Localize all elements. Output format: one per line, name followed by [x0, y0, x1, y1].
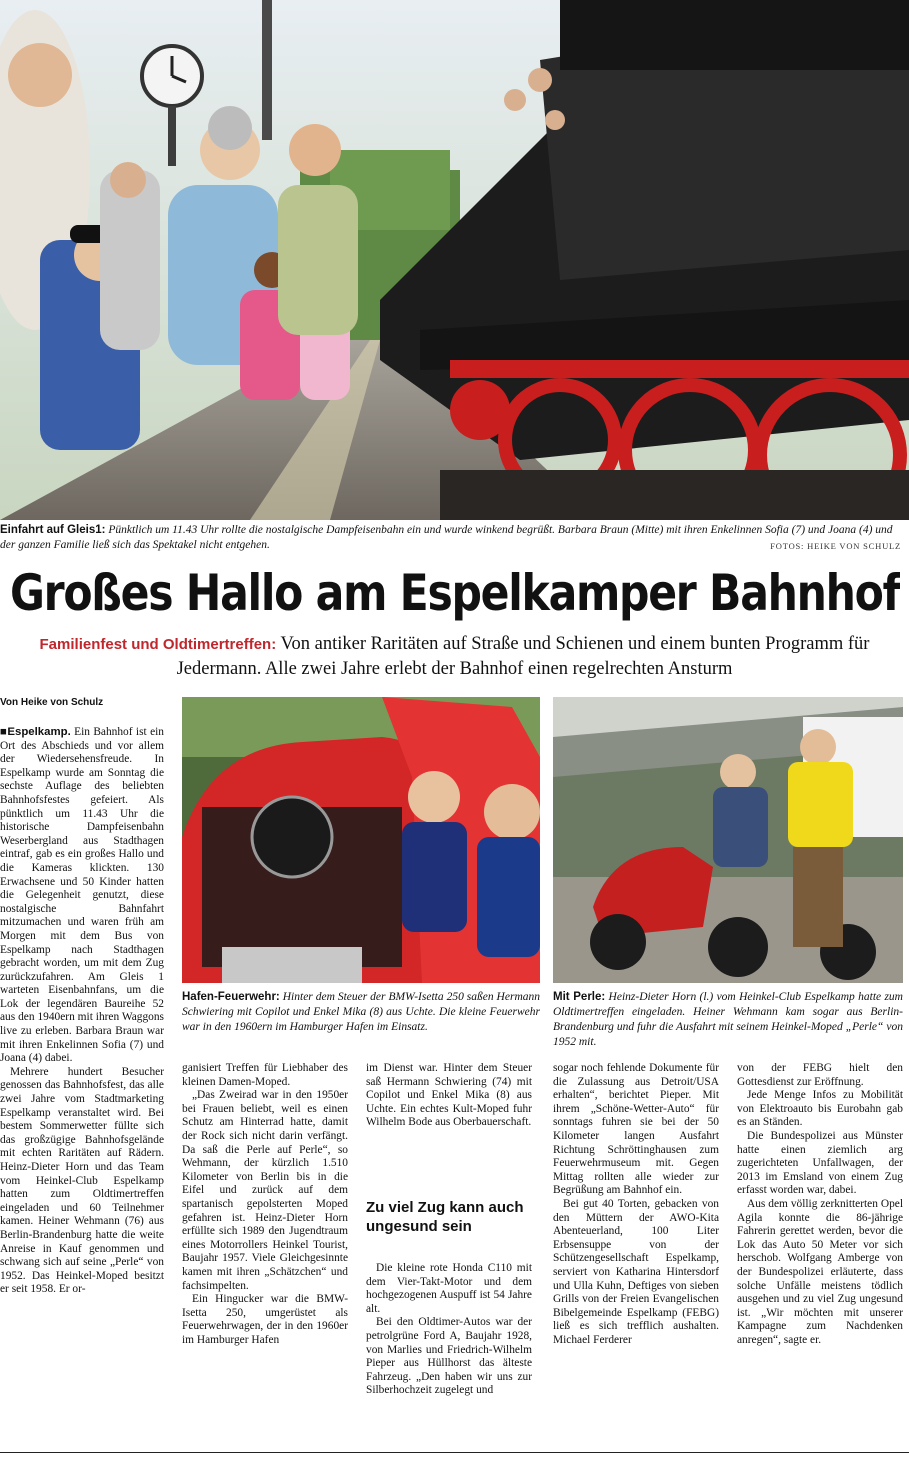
dateline: Espelkamp.: [7, 726, 71, 738]
article-paragraph: ganisiert Treffen für Liebhaber des kleinen Damen-Moped.: [182, 1062, 348, 1088]
subhead: Zu viel Zug kann auch ungesund sein: [366, 1199, 524, 1235]
article-column-5: [737, 1062, 903, 1442]
main-photo: [0, 0, 909, 520]
subline-kicker: Familienfest und Oldtimertreffen:: [39, 636, 277, 653]
article-paragraph: Aus dem völlig zerknitterten Opel Agila konnte die 86-jährige Fahrerin gerettet werden, bevor die Lok das Auto 50 Meter vor sich herschob. Wolfgang Amberge von der Bundespolizei erläuterte, dass solche Unfälle meistens tödlich ausgehen und zu viel Zug ungesund ist. „Wir möchten mit unserer Kampagne zum Nachdenken anregen“, sagte er.: [737, 1197, 903, 1346]
article-column-2: [182, 1062, 348, 1442]
article-column-4: [553, 1062, 719, 1442]
isetta-image: [182, 697, 540, 983]
article-paragraph: Bei den Oldtimer-Autos war der petrolgrüne Ford A, Baujahr 1928, von Marlies und Friedrich-Wilhelm Pieper aus Hüllhorst das älteste Fahrzeug. „Den haben wir uns zur Silberhochzeit zugelegt und: [366, 1316, 532, 1397]
article-column-3b: [366, 1262, 532, 1442]
article-paragraph: Bei gut 40 Torten, gebacken von den Müttern der AWO-Kita Abenteuerland, 100 Liter Erbsensuppe von der Schützengesellschaft Espelkamp, serviert von Katharina Hintersdorf und Ulla Kuhn, Deftiges von sieben Grills von der Freien Evangelischen Bibelgemeinde Espelkamp (FEBG) ließ es sich trefflich aushalten. Michael Ferderer: [553, 1197, 719, 1346]
subline-text: Von antiker Raritäten auf Straße und Schienen und einem bunten Programm für Jedermann. Alle zwei Jahre erlebt der Bahnhof einen regelrechten Ansturm: [176, 634, 870, 679]
caption-label: Einfahrt auf Gleis1:: [0, 524, 106, 536]
isetta-caption-text: Hinter dem Steuer der BMW-Isetta 250 saßen Hermann Schwiering mit Copilot und Enkel Mika (8) aus Uchte. Die kleine Feuerwehr war in den 1960ern im Hamburger Hafen im Einsatz.: [182, 991, 540, 1033]
caption-text: Pünktlich um 11.43 Uhr rollte die nostalgische Dampfeisenbahn ein und wurde winkend begrüßt. Barbara Braun (Mitte) mit ihren Enkelinnen Sofia (7) und Joana (4) und der ganzen Familie ließ sich das Spektakel nicht entgehen.: [0, 524, 893, 551]
article-paragraph: ■Espelkamp. Ein Bahnhof ist ein Ort des Abschieds und vor allem der Wiedersehensfreude. In Espelkamp wurde am Sonntag die sechste Auflage des beliebten Bahnhofsfestes gefeiert. Als pünktlich um 11.43 Uhr die historische Dampfeisenbahn Weserbergland aus Stadthagen eintraf, gab es ein großes Hallo und die Kameras klickten. 130 Erwachsene und 50 Kinder hatten die Gelegenheit genutzt, diese nostalgische Bahnfahrt mitzumachen und waren früh am Morgen mit dem Bus von Espelkamp nach Stadthagen gebracht worden, um mit dem Zug zurückzufahren. Am Gleis 1 warteten Eisenbahnfans, um die Lok der legendären Baureihe 52 aus den 1940ern mit ihren Waggons live zu erleben. Barbara Braun war mit ihren Enkelinnen Sofia (7) und Joana (4) dabei.: [0, 726, 164, 1065]
article-paragraph: „Das Zweirad war in den 1950er bei Frauen beliebt, weil es einen Schutz am Hinterrad hatte, damit der Rock sich nicht darin verfängt. Da saß die Perle auf Perle“, so Wehmann, der kürzlich 1.510 Kilometer von Berlin bis in die Eifel und zurück auf dem spartanisch gepolsterten Moped gefahren ist. Heinz-Dieter Horn erfüllte sich 1989 den Jugendtraum eines Motorrollers Heinkel Tourist, Baujahr 1957. Viele Gleichgesinnte kamen mit ihren „Schätzchen“ und fachsimpelten.: [182, 1089, 348, 1292]
article-paragraph: Die kleine rote Honda C110 mit dem Vier-Takt-Motor und dem hochgezogenen Auspuff ist 54 Jahre alt.: [366, 1262, 532, 1315]
headline-wrap: [10, 562, 900, 624]
article-column-3: [366, 1062, 532, 1130]
article-paragraph: sogar noch fehlende Dokumente für die Zulassung aus Detroit/USA erhalten“, berichtet Pieper. Mit ihrem „Schöne-Wetter-Auto“ für sonntags fuhren sie bei der 50 Kilometer langen Ausfahrt Richtung Schröttinghausen zum Feuerwehrmuseum mit. Gegen Mittag rollten alle wieder zur Begrüßung am Bahnhof ein.: [553, 1062, 719, 1197]
paragraph-text: Ein Bahnhof ist ein Ort des Abschieds und vor allem der Wiedersehensfreude. In Espelkamp wurde am Sonntag die sechste Auflage des beliebten Bahnhofsfestes gefeiert. Als pünktlich um 11.43 Uhr die historische Dampfeisenbahn Weserbergland aus Stadthagen eintraf, gab es ein großes Hallo und die Kameras klickten. 130 Erwachsene und 50 Kinder hatten die Gelegenheit genutzt, diese nostalgische Bahnfahrt mitzumachen und waren früh am Morgen mit dem Bus von Espelkamp nach Stadthagen gebracht worden, um mit dem Zug zurückzufahren. Am Gleis 1 warteten Eisenbahnfans, um die Lok der legendären Baureihe 52 aus den 1940ern mit ihren Waggons live zu erleben. Barbara Braun war mit ihren Enkelinnen Sofia (7) und Joana (4) dabei.: [0, 726, 164, 1065]
photo-credit: FOTOS: HEIKE VON SCHULZ: [770, 541, 901, 551]
perle-caption-text: Heinz-Dieter Horn (l.) vom Heinkel-Club Espelkamp hatte zum Oldtimertreffen eingeladen. Heiner Wehmann kam sogar aus Berlin-Brandenburg und fuhr die Ausfahrt mit seinem Heinkel-Moped „Perle“ von 1952 mit.: [553, 991, 903, 1048]
article-paragraph: Jede Menge Infos zu Mobilität von Elektroauto bis Eurobahn gab es an Ständen.: [737, 1089, 903, 1129]
perle-caption-label: Mit Perle:: [553, 991, 606, 1003]
article-paragraph: Mehrere hundert Besucher genossen das Bahnhofsfest, das alle zwei Jahre vom Stadtmarketing Espelkamp veranstaltet wird. Bei bestem Sommerwetter füllte sich das großzügige Bahnhofsgelände mit echten Raritäten auf Rädern. Heinz-Dieter Horn und das Team vom Heinkel-Club Espelkamp hatten zum Oldtimertreffen eingeladen und 60 Teilnehmer kamen. Heiner Wehmann (76) aus Berlin-Brandenburg hatte die weite Anreise in Kauf genommen und schwang sich auf seine „Perle“ von 1952. Das Heinkel-Moped besitzt er seit 1958. Er or-: [0, 1065, 164, 1296]
headline: Großes Hallo am Espelkamper Bahnhof: [10, 564, 900, 622]
isetta-caption: [182, 990, 540, 1035]
article-paragraph: Die Bundespolizei aus Münster hatte einen ziemlich arg zugerichteten Unfallwagen, der 2013 im Emsland von einem Zug erfasst worden war, dabei.: [737, 1129, 903, 1197]
isetta-caption-label: Hafen-Feuerwehr:: [182, 991, 280, 1003]
isetta-photo: [182, 697, 540, 983]
perle-caption: [553, 990, 903, 1050]
perle-photo: [553, 697, 903, 983]
byline: Von Heike von Schulz: [0, 697, 104, 708]
main-photo-caption: [0, 523, 905, 553]
article-paragraph: im Dienst war. Hinter dem Steuer saß Hermann Schwiering (74) mit Copilot und Enkel Mika (8) aus Uchte. Ein echtes Kult-Moped fuhr Wilhelm Bode aus Oberbauerschaft.: [366, 1062, 532, 1129]
bottom-rule: [0, 1452, 909, 1453]
perle-image: [553, 697, 903, 983]
subline: [0, 632, 909, 681]
article-column-1: [0, 726, 164, 1438]
article-paragraph: Ein Hingucker war die BMW-Isetta 250, umgerüstet als Feuerwehrwagen, der in den 1960er im Hamburger Hafen: [182, 1293, 348, 1346]
steam-train-photo: [0, 0, 909, 520]
article-paragraph: von der FEBG hielt den Gottesdienst zur Eröffnung.: [737, 1062, 903, 1088]
